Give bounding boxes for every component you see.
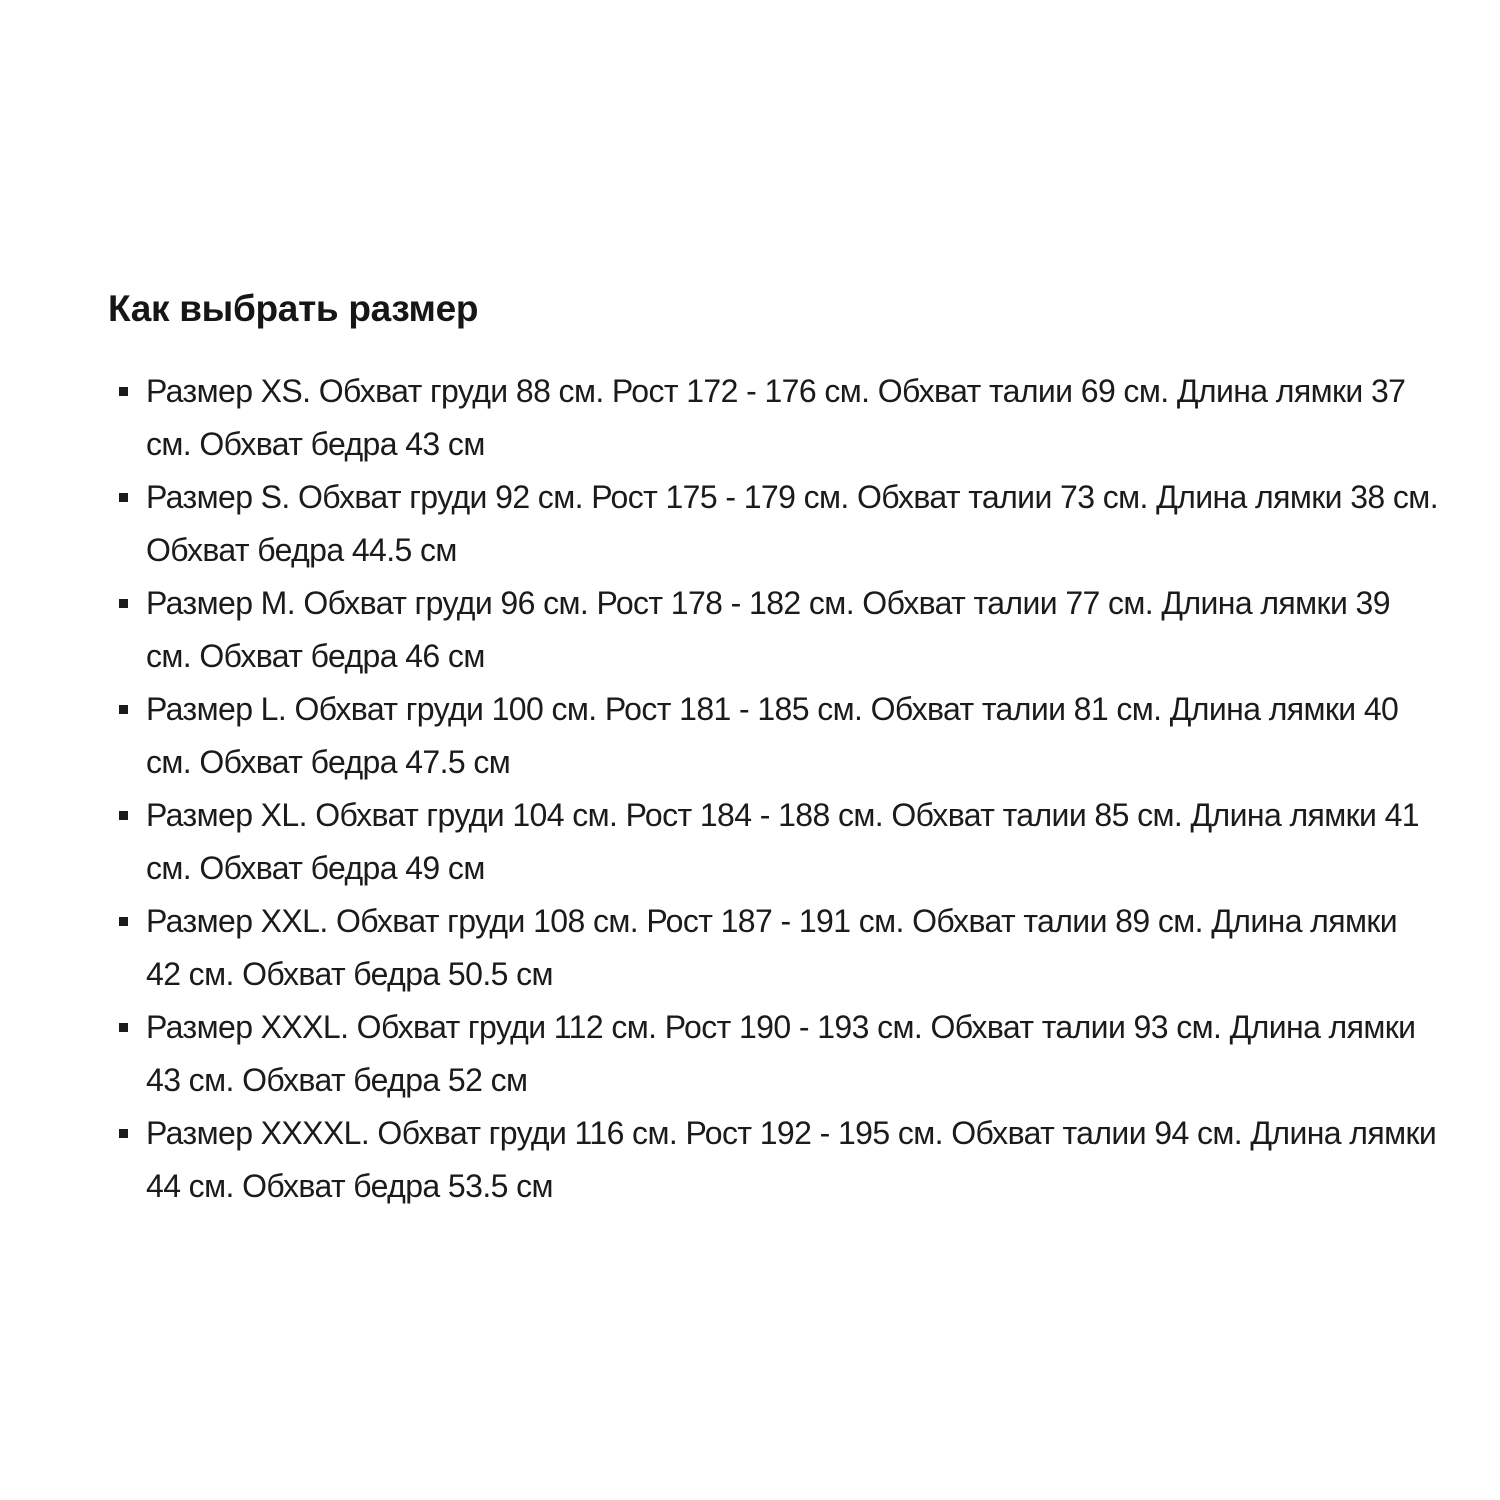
size-description: Размер XXL. Обхват груди 108 см. Рост 187 - 191 см. Обхват талии 89 см. Длина лямки 42 см. Обхват бедра 50.5 см: [146, 903, 1398, 992]
page-title: Как выбрать размер: [108, 288, 479, 329]
size-description: Размер XXXXL. Обхват груди 116 см. Рост 192 - 195 см. Обхват талии 94 см. Длина лямки 44 см. Обхват бедра 53.5 см: [146, 1115, 1437, 1204]
size-description: Размер XS. Обхват груди 88 см. Рост 172 - 176 см. Обхват талии 69 см. Длина лямки 37 см. Обхват бедра 43 см: [146, 373, 1406, 462]
bullet-icon: [119, 599, 128, 608]
list-item: [108, 789, 1438, 895]
size-description: Размер L. Обхват груди 100 см. Рост 181 - 185 см. Обхват талии 81 см. Длина лямки 40 см. Обхват бедра 47.5 см: [146, 691, 1399, 780]
size-description: Размер XXXL. Обхват груди 112 см. Рост 190 - 193 см. Обхват талии 93 см. Длина лямки 43 см. Обхват бедра 52 см: [146, 1009, 1416, 1098]
bullet-icon: [119, 1023, 128, 1032]
list-item: [108, 895, 1438, 1001]
bullet-icon: [119, 811, 128, 820]
bullet-icon: [119, 1129, 128, 1138]
bullet-icon: [119, 705, 128, 714]
size-guide: [108, 286, 1438, 1213]
size-description: Размер S. Обхват груди 92 см. Рост 175 - 179 см. Обхват талии 73 см. Длина лямки 38 см. Обхват бедра 44.5 см: [146, 479, 1438, 568]
list-item: [108, 365, 1438, 471]
size-description: Размер XL. Обхват груди 104 см. Рост 184 - 188 см. Обхват талии 85 см. Длина лямки 41 см. Обхват бедра 49 см: [146, 797, 1420, 886]
size-description: Размер M. Обхват груди 96 см. Рост 178 - 182 см. Обхват талии 77 см. Длина лямки 39 см. Обхват бедра 46 см: [146, 585, 1390, 674]
bullet-icon: [119, 387, 128, 396]
bullet-icon: [119, 917, 128, 926]
list-item: [108, 683, 1438, 789]
list-item: [108, 577, 1438, 683]
list-item: [108, 1107, 1438, 1213]
size-list: [108, 365, 1438, 1213]
list-item: [108, 1001, 1438, 1107]
bullet-icon: [119, 493, 128, 502]
list-item: [108, 471, 1438, 577]
